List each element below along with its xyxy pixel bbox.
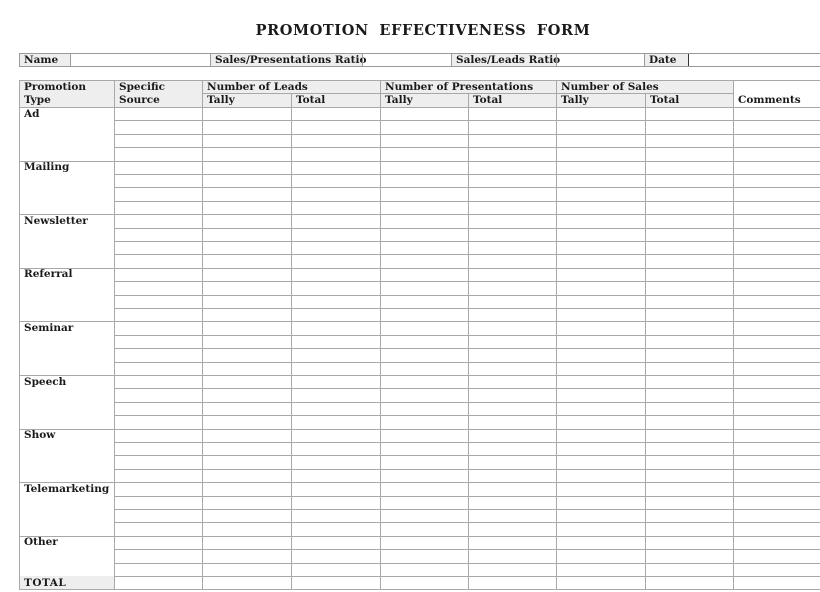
grid-line	[114, 201, 820, 202]
promotion-column-header: Promotion	[24, 81, 87, 93]
grid-line	[19, 107, 820, 108]
sales-tally-header: Tally	[561, 94, 589, 106]
leads-group-header: Number of Leads	[207, 81, 308, 93]
name-field[interactable]	[71, 54, 210, 66]
grid-line	[19, 482, 820, 483]
total-row-label: TOTAL	[24, 577, 67, 589]
grid-line	[114, 187, 820, 188]
leads-total-header: Total	[296, 94, 326, 106]
promotion-type-speech: Speech	[24, 376, 67, 388]
grid-line	[114, 415, 820, 416]
grid-line	[114, 281, 820, 282]
grid-line	[19, 80, 820, 81]
promotion-type-show: Show	[24, 429, 56, 441]
promotion-type-other: Other	[24, 536, 58, 548]
grid-line	[114, 522, 820, 523]
grid-line	[556, 80, 557, 589]
form-header	[19, 53, 820, 67]
type-column-header: Type	[24, 94, 51, 106]
grid-line	[19, 321, 820, 322]
grid-line	[114, 576, 820, 577]
grid-line	[19, 589, 820, 590]
sales-leads-ratio-field[interactable]	[557, 54, 644, 66]
promotion-type-seminar: Seminar	[24, 322, 74, 334]
page-title: PROMOTION EFFECTIVENESS FORM	[255, 22, 591, 39]
sales-group-header: Number of Sales	[561, 81, 659, 93]
promotion-type-ad: Ad	[24, 108, 40, 120]
presentations-total-header: Total	[473, 94, 503, 106]
grid-line	[114, 228, 820, 229]
grid-line	[733, 80, 734, 589]
promotion-table	[19, 80, 820, 590]
grid-line	[114, 455, 820, 456]
grid-line	[114, 80, 115, 589]
grid-line	[114, 241, 820, 242]
grid-line	[380, 80, 381, 589]
date-label: Date	[645, 54, 688, 66]
grid-line	[19, 161, 820, 162]
grid-line	[19, 536, 820, 537]
grid-line	[114, 469, 820, 470]
grid-line	[114, 496, 820, 497]
name-label: Name	[20, 54, 70, 66]
grid-line	[645, 93, 646, 589]
sales-total-header: Total	[650, 94, 680, 106]
grid-line	[114, 442, 820, 443]
comments-column-header: Comments	[738, 94, 801, 106]
grid-line	[468, 93, 469, 589]
promotion-type-mailing: Mailing	[24, 161, 70, 173]
grid-line	[114, 295, 820, 296]
grid-line	[19, 214, 820, 215]
grid-line	[114, 549, 820, 550]
grid-line	[114, 335, 820, 336]
specific-column-header: Specific	[119, 81, 166, 93]
promotion-type-referral: Referral	[24, 268, 73, 280]
grid-line	[19, 80, 20, 589]
grid-line	[114, 147, 820, 148]
grid-line	[114, 308, 820, 309]
grid-line	[19, 268, 820, 269]
grid-line	[114, 402, 820, 403]
presentations-tally-header: Tally	[385, 94, 413, 106]
grid-line	[114, 120, 820, 121]
promotion-type-newsletter: Newsletter	[24, 215, 88, 227]
promotion-type-telemarketing: Telemarketing	[24, 483, 110, 495]
grid-line	[114, 388, 820, 389]
grid-line	[114, 254, 820, 255]
grid-line	[202, 80, 203, 589]
grid-line	[114, 348, 820, 349]
presentations-group-header: Number of Presentations	[385, 81, 534, 93]
grid-line	[114, 134, 820, 135]
source-column-header: Source	[119, 94, 160, 106]
grid-line	[291, 93, 292, 589]
date-field[interactable]	[690, 54, 820, 66]
sales-presentations-ratio-field[interactable]	[363, 54, 451, 66]
leads-tally-header: Tally	[207, 94, 235, 106]
grid-line	[19, 429, 820, 430]
sales-leads-ratio-label: Sales/Leads Ratio	[452, 54, 556, 66]
sales-presentations-ratio-label: Sales/Presentations Ratio	[211, 54, 362, 66]
grid-line	[19, 375, 820, 376]
grid-line	[114, 563, 820, 564]
grid-line	[114, 362, 820, 363]
grid-line	[114, 509, 820, 510]
grid-line	[114, 174, 820, 175]
